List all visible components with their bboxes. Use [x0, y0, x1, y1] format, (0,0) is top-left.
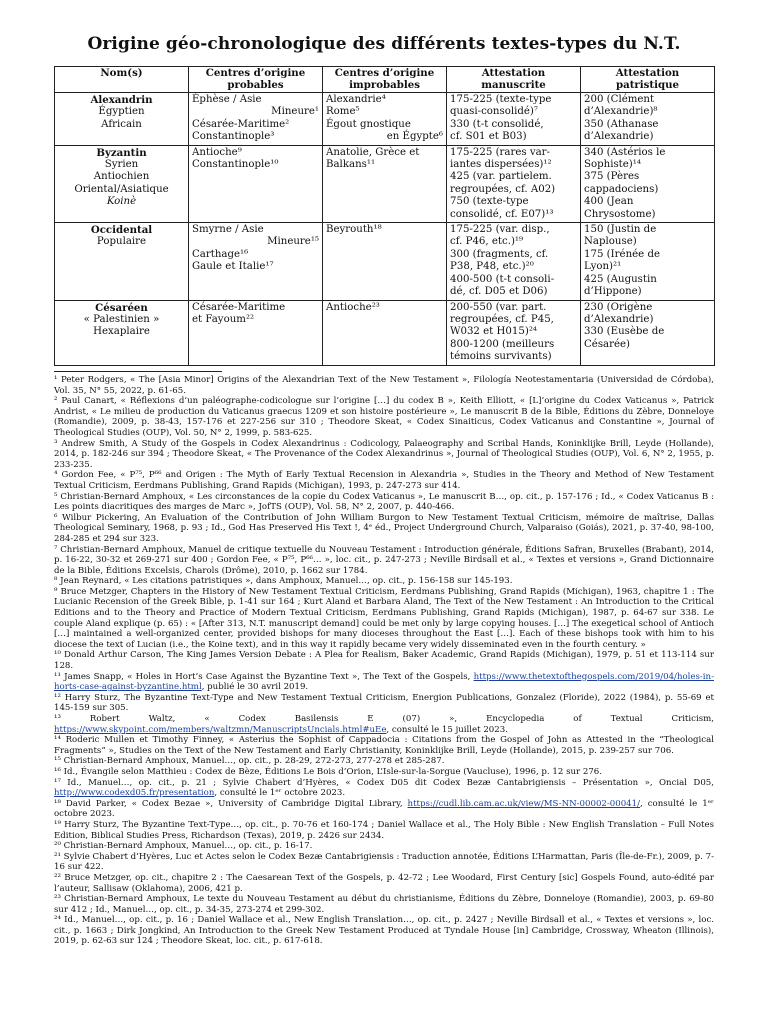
table-row: [55, 93, 715, 146]
cell-improbable-origins: [323, 223, 447, 300]
table-row: [55, 145, 715, 222]
cell-line: Césarée-Maritime: [192, 301, 286, 313]
cell-line: d’Alexandrie): [584, 313, 654, 325]
cell-line: 330 (Eusèbe de: [584, 326, 665, 338]
table-header-row: [55, 67, 715, 93]
cell-line: 200-550 (var. part.: [450, 301, 547, 313]
footnote: ⁴ Gordon Fee, « P⁷⁵, P⁶⁶ and Origen : The Myth of Early Textual Recension in Alexandria », Studies in the Theory and Method of New Testament Textual Criticism, Eerdmans Publishing, Grand Rapids (Michigan), 1993, p. 247-273 sur 414.: [54, 470, 714, 491]
cell-line: 350 (Athanase: [584, 118, 659, 130]
text-type-name: Occidental: [90, 224, 153, 237]
cell-text-type-name: [55, 300, 189, 365]
cell-line: 230 (Origène: [584, 301, 653, 313]
cell-line: 200 (Clément: [584, 94, 655, 105]
text-type-name: Alexandrin: [90, 94, 153, 106]
cell-line: P38, P48, etc.)²⁰: [450, 261, 534, 273]
cell-line: 400-500 (t-t consoli-: [450, 273, 555, 285]
footnote: ⁹ Bruce Metzger, Chapters in the History of New Testament Textual Criticism, Eerdmans Publishing, Grand Rapids (Michigan), 1963, chapitre 1 : The Lucianic Recension of the Greek Bible, p. 1-41 sur 164 ; Kurt Aland et Barbara Aland, The Text of the New Testament : An Introduction to the Critical Editions and to the Theory and Practice of Modern Textual Criticism, Eerdmans Publishing, Grand Rapids (Michigan), 1987, p. 64-67 sur 338. Le couple Aland explique (p. 65) : « [After 313, N.T. manuscript demand] could be met only by large copying houses. […] The exegetical school of Antioch […] maintained a well-organized center, provided bishops for many dioceses throughout the East […]. Each of these bishops took with him to his diocese the text of Lucian (i.e., the Koine text), and in this way it rapidly became very widely disseminated even in the fourth century. »: [54, 586, 714, 650]
footnote: ⁶ Wilbur Pickering, An Evaluation of the Contribution of John William Burgon to New Testament Textual Criticism, mémoire de maîtrise, Dallas Theological Seminary, 1968, p. 93 ; Id., God Has Preserved His Text !, 4ᵉ éd., Project Underground Church, Valparaiso (Goiás), 2021, p. 37-40, 98-100, 284-285 et 294 sur 323.: [54, 512, 714, 544]
cell-line: 330 (t-t consolidé,: [450, 118, 544, 130]
cell-line: quasi-consolidé)⁷: [450, 106, 538, 118]
cell-line: regroupées, cf. A02): [450, 183, 556, 195]
cell-line: et Fayoum²²: [192, 313, 255, 325]
footnote: ¹ Peter Rodgers, « The [Asia Minor] Origins of the Alexandrian Text of the New Testament », Filología Neotestamentaria (Universidad de Córdoba), Vol. 35, N° 55, 2022, p. 61-65.: [54, 375, 714, 396]
cell-line: Chrysostome): [584, 208, 656, 220]
cell-line: consolidé, cf. E07)¹³: [450, 208, 554, 220]
cell-text-type-name: [55, 223, 189, 300]
footnote: ¹² Harry Sturz, The Byzantine Text-Type and New Testament Textual Criticism, Energion Publications, Gonzalez (Floride), 2022 (1984), p. 55-69 et 145-159 sur 305.: [54, 692, 714, 714]
footnote: ¹¹ James Snapp, « Holes in Hort’s Case Against the Byzantine Text », The Text of the Gospels, https://www.thetextofthegospels.com/2019/04/holes-in-horts-case-against-byzantine.html, publié le 30 avril 2019.: [54, 671, 714, 693]
footnote: ¹³ Robert Waltz, « Codex Basilensis E (07) », Encyclopedia of Textual Criticism, https://www.skypoint.com/members/waltzmn/ManuscriptsUncials.html#uEe, consulté le 15 juillet 2023.: [54, 714, 714, 735]
cell-line: Alexandrie⁴: [326, 94, 386, 105]
footnote-link[interactable]: https://www.thetextofthegospels.com/2019/04/holes-in-horts-case-against-byzantine.html: [54, 671, 714, 693]
footnote: ⁷ Christian-Bernard Amphoux, Manuel de critique textuelle du Nouveau Testament : Introduction générale, Éditions Safran, Bruxelles (Brabant), 2014, p. 16-22, 30-32 et 269-271 sur 400 ; Gordon Fee, « P⁷⁵, P⁶⁶… », loc. cit., p. 247-273 ; Neville Birdsall et al., « Textes et versions », Grand Dictionnaire de la Bible, Éditions Excelsis, Charols (Drôme), 2010, p. 1662 sur 1784.: [54, 544, 714, 576]
cell-line: Antioche²³: [326, 301, 380, 313]
cell-line: Carthage¹⁶: [192, 248, 249, 260]
cell-line: témoins survivants): [450, 351, 552, 363]
cell-line: Mineure¹: [271, 106, 319, 118]
cell-line: 400 (Jean: [584, 196, 634, 208]
footnote: ²³ Christian-Bernard Amphoux, Le texte du Nouveau Testament au début du christianisme, Éditions du Zèbre, Donneloye (Romandie), 2003, p. 69-80 sur 412 ; Id., Manuel…, op. cit., p. 34-35, 273-274 et 299-302.: [54, 894, 714, 915]
footnote-separator: [54, 371, 222, 372]
text-type-alias: Africain: [101, 118, 142, 130]
cell-line: 375 (Pères: [584, 171, 640, 183]
cell-manuscript-attestation: [447, 300, 581, 365]
footnote-link[interactable]: http://www.codexd05.fr/presentation: [54, 788, 215, 799]
cell-line: Naplouse): [584, 236, 637, 248]
cell-line: Égout gnostique: [326, 118, 411, 130]
text-types-table: [54, 66, 715, 366]
footnote: ⁸ Jean Reynard, « Les citations patristiques », dans Amphoux, Manuel…, op. cit., p. 156-158 sur 145-193.: [54, 576, 513, 587]
cell-line: Anatolie, Grèce et: [326, 146, 420, 158]
footnote: ²² Bruce Metzger, op. cit., chapitre 2 : The Caesarean Text of the Gospels, p. 42-72 ; Lee Woodard, First Century [sic] Gospels Found, auto-édité par l’auteur, Sallisaw (Oklahoma), 2006, 421 p.: [54, 872, 714, 894]
cell-line: Balkans¹¹: [326, 159, 376, 171]
cell-line: en Égypte⁶: [386, 131, 443, 143]
text-type-alias-italic: Koinè: [106, 196, 137, 208]
cell-patristic-attestation: [581, 145, 715, 222]
footnote: ²⁰ Christian-Bernard Amphoux, Manuel…, op. cit., p. 16-17.: [54, 841, 313, 852]
footnote: ²⁴ Id., Manuel…, op. cit., p. 16 ; Daniel Wallace et al., New English Translation…, op. cit., p. 2427 ; Neville Birdsall et al., « Textes et versions », loc. cit., p. 1663 ; Dirk Jongkind, An Introduction to the Greek New Testament Produced at Tyndale House [in] Cambridge, Crossway, Wheaton (Illinois), 2019, p. 62-63 sur 124 ; Theodore Skeat, loc. cit., p. 617-618.: [54, 915, 714, 947]
header-names: Nom(s): [55, 67, 189, 93]
footnotes: [54, 375, 714, 947]
cell-patristic-attestation: [581, 300, 715, 365]
footnote: ³ Andrew Smith, A Study of the Gospels in Codex Alexandrinus : Codicology, Palaeography and Scribal Hands, Koninklijke Brill, Leyde (Hollande), 2014, p. 182-246 sur 394 ; Theodore Skeat, « The Provenance of the Codex Alexandrinus », Journal of Theological Studies (OUP), Vol. 6, N° 2, 1955, p. 233-235.: [54, 438, 714, 470]
cell-line: 175-225 (var. disp.,: [450, 224, 550, 236]
header-improbable-origins: Centres d’origine improbables: [323, 67, 447, 93]
footnote: ¹⁰ Donald Arthur Carson, The King James Version Debate : A Plea for Realism, Baker Academic, Grand Rapids (Michigan), 1979, p. 51 et 113-114 sur 128.: [54, 650, 714, 672]
cell-line: Constantinople³: [192, 131, 275, 143]
cell-line: 750 (texte-type: [450, 196, 529, 208]
footnote: ²¹ Sylvie Chabert d’Hyères, Luc et Actes selon le Codex Bezæ Cantabrigiensis : Traduction annotée, Éditions L’Harmattan, Paris (Île-de-Fr.), 2009, p. 7-16 sur 422.: [54, 851, 714, 873]
cell-line: Constantinople¹⁰: [192, 159, 279, 171]
cell-line: Sophiste)¹⁴: [584, 159, 641, 171]
cell-line: Éphèse / Asie: [192, 94, 262, 105]
footnote-link[interactable]: https://cudl.lib.cam.ac.uk/view/MS-NN-00002-00041/: [407, 798, 641, 809]
cell-line: 425 (var. partielem.: [450, 171, 552, 183]
cell-line: d’Alexandrie)⁸: [584, 106, 658, 118]
cell-line: Gaule et Italie¹⁷: [192, 261, 274, 273]
cell-probable-origins: [189, 300, 323, 365]
cell-line: Mineure¹⁵: [267, 236, 319, 248]
text-type-alias: Hexaplaire: [93, 326, 150, 338]
cell-line: Beyrouth¹⁸: [326, 224, 382, 236]
cell-manuscript-attestation: [447, 223, 581, 300]
text-type-alias: Égyptien: [98, 106, 145, 118]
cell-manuscript-attestation: [447, 145, 581, 222]
header-manuscript-attestation: Attestation manuscrite: [447, 67, 581, 93]
table-row: [55, 300, 715, 365]
cell-manuscript-attestation: [447, 93, 581, 146]
text-type-alias: Antiochien: [93, 171, 150, 183]
cell-line: W032 et H015)²⁴: [450, 326, 537, 338]
text-type-alias: « Palestinien »: [83, 313, 160, 325]
cell-line: cappadociens): [584, 183, 659, 195]
footnote: ¹⁶ Id., Évangile selon Matthieu : Codex de Bèze, Éditions Le Bois d’Orion, L’Isle-sur-la-Sorgue (Vaucluse), 1996, p. 12 sur 276.: [54, 766, 602, 777]
cell-improbable-origins: [323, 300, 447, 365]
cell-line: cf. S01 et B03): [450, 131, 527, 143]
cell-probable-origins: [189, 223, 323, 300]
cell-text-type-name: [55, 93, 189, 146]
cell-line: 800-1200 (meilleurs: [450, 338, 555, 350]
footnote: ¹⁴ Roderic Mullen et Timothy Finney, « Asterius the Sophist of Cappadocia : Citations from the Gospel of John as Attested in the “Theological Fragments” », Studies on the Text of the New Testament and Early Christianity, Koninklijke Brill, Leyde (Hollande), 2015, p. 239-257 sur 706.: [54, 735, 714, 756]
cell-line: Césarée): [584, 338, 631, 350]
cell-line: Lyon)²¹: [584, 261, 622, 273]
cell-line: Smyrne / Asie: [192, 224, 264, 236]
cell-line: d’Hippone): [584, 286, 642, 298]
cell-line: regroupées, cf. P45,: [450, 313, 554, 325]
footnote-link[interactable]: https://www.skypoint.com/members/waltzmn/ManuscriptsUncials.html#uEe: [54, 724, 387, 735]
footnote: ¹⁵ Christian-Bernard Amphoux, Manuel…, op. cit., p. 28-29, 272-273, 277-278 et 285-287.: [54, 756, 445, 767]
cell-patristic-attestation: [581, 93, 715, 146]
cell-improbable-origins: [323, 93, 447, 146]
cell-line: 150 (Justin de: [584, 224, 657, 236]
footnote: ² Paul Canart, « Réflexions d’un paléographe-codicologue sur l’origine […] du codex B », Keith Elliott, « [L]’origine du Codex Vaticanus », Patrick Andrist, « Le milieu de production du Vaticanus graecus 1209 et son histoire postérieure », Le manuscrit B de la Bible, Éditions du Zèbre, Donneloye (Romandie), 2009, p. 38-43, 157-176 et 227-256 sur 310 ; Theodore Skeat, « Codex Sinaiticus, Codex Vaticanus and Constantine », Journal of Theological Studies (OUP), Vol. 50, N° 2, 1999, p. 583-625.: [54, 396, 714, 438]
page-title: Origine géo-chronologique des différents textes-types du N.T.: [87, 34, 681, 54]
cell-line: 175-225 (rares var-: [450, 146, 550, 158]
cell-line: cf. P46, etc.)¹⁹: [450, 236, 524, 248]
cell-line: iantes dispersées)¹²: [450, 159, 552, 171]
cell-patristic-attestation: [581, 223, 715, 300]
cell-line: 175 (Irénée de: [584, 248, 660, 260]
footnote: ¹⁷ Id., Manuel…, op. cit., p. 21 ; Sylvie Chabert d’Hyères, « Codex D05 dit Codex Bezæ Cantabrigiensis – Présentation », Oncial D05, http://www.codexd05.fr/presentation, consulté le 1ᵉʳ octobre 2023.: [54, 777, 714, 799]
cell-line: Antioche⁹: [192, 146, 242, 158]
cell-line: 175-225 (texte-type: [450, 94, 552, 105]
cell-text-type-name: [55, 145, 189, 222]
cell-line: 300 (fragments, cf.: [450, 248, 549, 260]
footnote: ⁵ Christian-Bernard Amphoux, « Les circonstances de la copie du Codex Vaticanus », Le manuscrit B…, op. cit., p. 157-176 ; Id., « Codex Vaticanus B : Les points diacritiques des marges de Marc », JofTS (OUP), Vol. 58, N° 2, 2007, p. 440-466.: [54, 491, 714, 513]
header-probable-origins: Centres d’origine probables: [189, 67, 323, 93]
cell-probable-origins: [189, 93, 323, 146]
cell-probable-origins: [189, 145, 323, 222]
text-type-name: Césaréen: [95, 301, 148, 314]
text-type-alias: Syrien: [104, 159, 139, 171]
table-row: [55, 223, 715, 300]
header-patristic-attestation: Attestation patristique: [581, 67, 715, 93]
cell-line: Césarée-Maritime²: [192, 118, 290, 130]
cell-line: d’Alexandrie): [584, 131, 654, 143]
cell-line: 340 (Astérios le: [584, 146, 666, 158]
footnote: ¹⁸ David Parker, « Codex Bezae », University of Cambridge Digital Library, https://cudl.lib.cam.ac.uk/view/MS-NN-00002-00041/, consulté le 1ᵉʳ octobre 2023.: [54, 798, 715, 820]
cell-line: Rome⁵: [326, 106, 360, 118]
cell-line: dé, cf. D05 et D06): [450, 286, 548, 298]
footnote: ¹⁹ Harry Sturz, The Byzantine Text-Type…, op. cit., p. 70-76 et 160-174 ; Daniel Wallace et al., The Holy Bible : New English Translation – Full Notes Edition, Biblical Studies Press, Richardson (Texas), 2019, p. 2426 sur 2434.: [54, 819, 714, 841]
text-type-name: Byzantin: [96, 146, 147, 159]
text-type-alias: Oriental/Asiatique: [74, 183, 169, 195]
cell-line: 425 (Augustin: [584, 273, 657, 285]
text-type-alias: Populaire: [96, 236, 147, 248]
cell-improbable-origins: [323, 145, 447, 222]
